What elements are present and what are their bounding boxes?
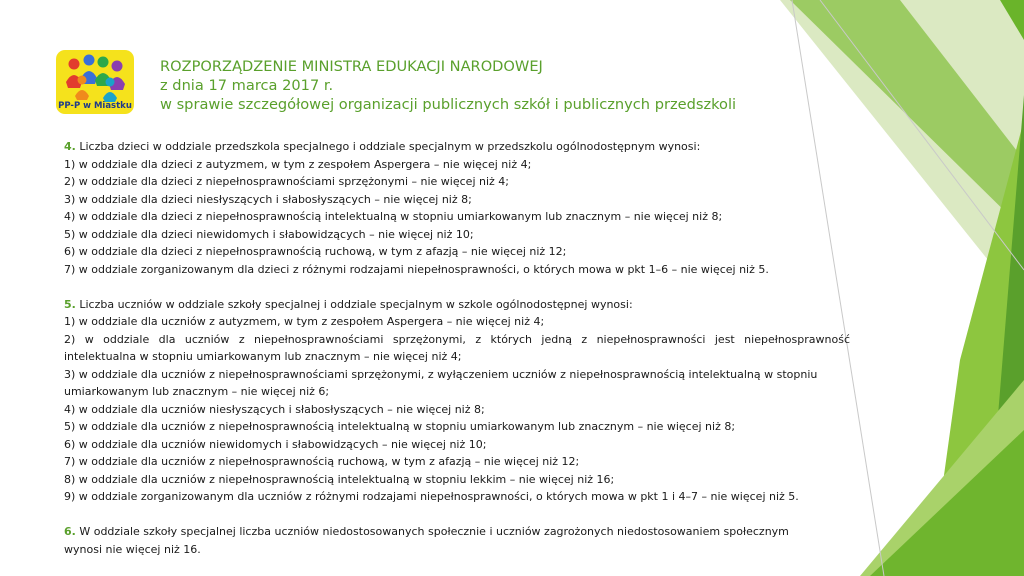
section-4-item-3: 3) w oddziale dla dzieci niesłyszących i słabosłyszących – nie więcej niż 8;	[64, 192, 472, 206]
section-5-item-2-continued: intelektualna w stopniu umiarkowanym lub znacznym – nie więcej niż 4;	[64, 350, 462, 363]
section-4-item-1: 1) w oddziale dla dzieci z autyzmem, w tym z zespołem Aspergera – nie więcej niż 4;	[64, 157, 532, 171]
section-5-intro	[64, 296, 850, 314]
spacer	[64, 506, 850, 524]
section-4-item-2: 2) w oddziale dla dzieci z niepełnosprawnościami sprzężonymi – nie więcej niż 4;	[64, 175, 509, 188]
section-6-intro	[64, 523, 850, 541]
section-5-item-4: 4) w oddziale dla uczniów niesłyszących i słabosłyszących – nie więcej niż 8;	[64, 402, 485, 416]
section-4-intro-text: Liczba dzieci w oddziale przedszkola specjalnego i oddziale specjalnym w przedszkolu ogólnodostępnym wynosi:	[79, 140, 701, 153]
section-5-number: 5.	[64, 297, 76, 311]
section-4-number: 4.	[64, 140, 76, 153]
logo-text: PP-P w Miastku	[58, 101, 132, 111]
section-5-item-3: 3) w oddziale dla uczniów z niepełnosprawnościami sprzężonymi, z wyłączeniem uczniów z niepełnosprawnością intelektualną w stopniu umiarkowanym lub znacznym – nie więcej niż 6;	[64, 367, 818, 398]
spacer	[64, 278, 850, 296]
title-line-3: w sprawie szczegółowej organizacji publicznych szkół i publicznych przedszkoli	[160, 96, 737, 113]
section-4-intro	[64, 138, 850, 156]
section-5-item-1: 1) w oddziale dla uczniów z autyzmem, w tym z zespołem Aspergera – nie więcej niż 4;	[64, 315, 545, 328]
section-4-item-7: 7) w oddziale zorganizowanym dla dzieci z różnymi rodzajami niepełnosprawności, o których mowa w pkt 1–6 – nie więcej niż 5.	[64, 262, 769, 276]
logo	[56, 50, 134, 114]
page-title	[160, 57, 800, 114]
section-4-item-4: 4) w oddziale dla dzieci z niepełnosprawnością intelektualną w stopniu umiarkowanym lub znacznym – nie więcej niż 8;	[64, 210, 723, 223]
section-5-item-5: 5) w oddziale dla uczniów z niepełnosprawnością intelektualną w stopniu umiarkowanym lub znacznym – nie więcej niż 8;	[64, 420, 736, 433]
section-6-intro-text: W oddziale szkoły specjalnej liczba uczniów niedostosowanych społecznie i uczniów zagrożonych niedostosowaniem społecznym	[79, 525, 789, 538]
section-5-item-8: 8) w oddziale dla uczniów z niepełnosprawnością intelektualną w stopniu lekkim – nie więcej niż 16;	[64, 472, 615, 486]
section-5-item-9: 9) w oddziale zorganizowanym dla uczniów z różnymi rodzajami niepełnosprawności, o których mowa w pkt 1 i 4–7 – nie więcej niż 5.	[64, 490, 799, 503]
section-5-item-6: 6) w oddziale dla uczniów niewidomych i słabowidzących – nie więcej niż 10;	[64, 437, 487, 451]
section-6-number: 6.	[64, 525, 76, 538]
section-5-item-2: 2) w oddziale dla uczniów z niepełnosprawnościami sprzężonymi, z których jedną z niepełnosprawności jest niepełnosprawność	[64, 332, 850, 346]
title-line-1: ROZPORZĄDZENIE MINISTRA EDUKACJI NARODOWEJ	[160, 58, 543, 75]
title-line-2: z dnia 17 marca 2017 r.	[160, 77, 334, 94]
section-4-item-5: 5) w oddziale dla dzieci niewidomych i słabowidzących – nie więcej niż 10;	[64, 227, 474, 241]
section-6-continued: wynosi nie więcej niż 16.	[64, 542, 201, 556]
section-4-item-6: 6) w oddziale dla dzieci z niepełnosprawnością ruchową, w tym z afazją – nie więcej niż 12;	[64, 245, 567, 258]
section-5-intro-text: Liczba uczniów w oddziale szkoły specjalnej i oddziale specjalnym w szkole ogólnodostępnej wynosi:	[79, 297, 633, 311]
section-5-item-7: 7) w oddziale dla uczniów z niepełnosprawnością ruchową, w tym z afazją – nie więcej niż 12;	[64, 455, 580, 468]
regulation-body	[64, 138, 850, 558]
